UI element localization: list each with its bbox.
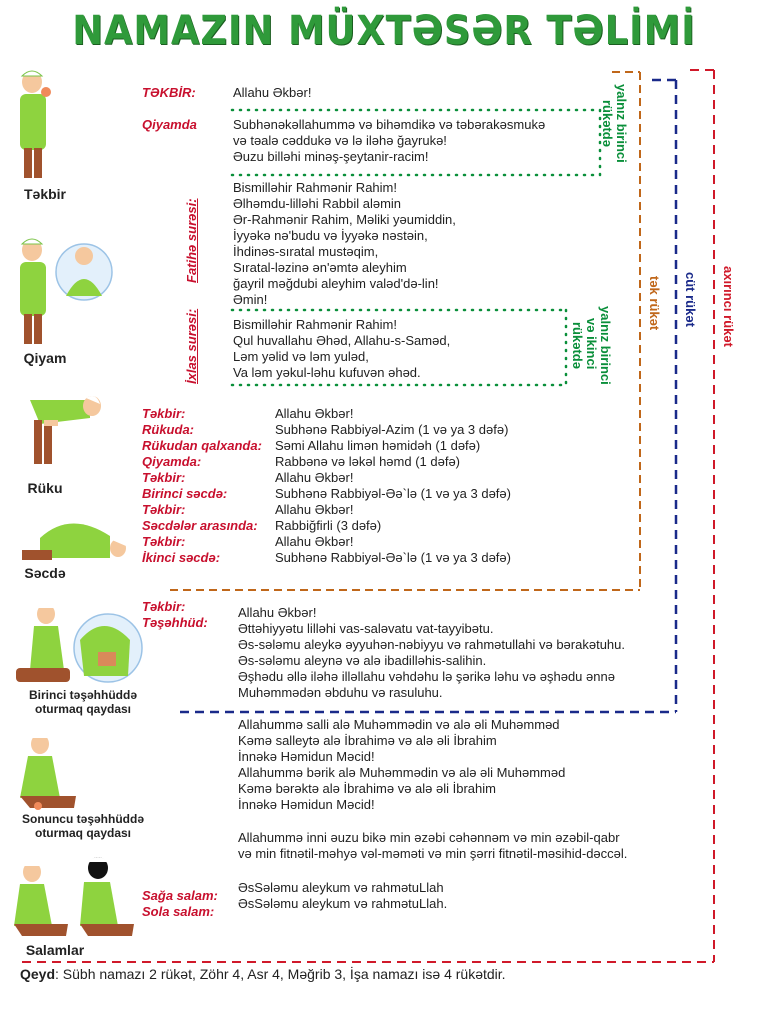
tekbir-label: TƏKBİR: <box>142 85 196 100</box>
qiyamda-label: Qiyamda <box>142 117 197 132</box>
ruku-row-text: Allahu Əkbər! <box>275 470 354 485</box>
caption-birinci-teshehhud <box>8 688 158 716</box>
fatihe-line: Sıratal-ləzinə ən'əmtə aleyhim <box>233 260 407 275</box>
ruku-row-text: Rabbənə və ləkəl həmd (1 dəfə) <box>275 454 461 469</box>
salavat-line: İnnəkə Həmidun Məcid! <box>238 797 375 812</box>
caption-sonuncu-line-1: Sonuncu təşəhhüddə <box>21 812 144 826</box>
side-label-birinci-ikinci <box>570 306 612 385</box>
ruku-row <box>142 550 602 566</box>
cut-rukat-label: cüt rükət <box>683 272 698 327</box>
tek-rukat-label: tək rükət <box>647 276 662 331</box>
teshehhud-text <box>238 605 625 701</box>
teshehhud-line: Əşhədu əllə iləhə illəllahu vəhdəhu lə şərikə ləhu və əşhədu ənnə <box>238 669 615 684</box>
teshehhud-line: Allahu Əkbər! <box>238 605 317 620</box>
fatihe-line: ğayril məğdubi aleyhim valəd'də-lin! <box>233 276 439 291</box>
teshehhud-tekbir-label: Təkbir: <box>142 599 186 614</box>
salavat-line: Kəmə salleytə alə İbrahimə və alə əli İbrahim <box>238 733 497 748</box>
qiyamda-line: və təalə cəddukə və lə iləhə ğayrukə! <box>233 133 447 148</box>
ixlas-line: Ləm yəlid və ləm yuləd, <box>233 349 369 364</box>
teshehhud-line: Muhəmmədən əbduhu və rasuluhu. <box>238 685 443 700</box>
ruku-row <box>142 454 602 470</box>
footnote-text: : Sübh namazı 2 rükət, Zöhr 4, Asr 4, Məğrib 3, İşa namazı isə 4 rükətdir. <box>55 966 506 982</box>
ruku-row <box>142 518 602 534</box>
ruku-row-text: Subhənə Rabbiyəl-Əə`lə (1 və ya 3 dəfə) <box>275 550 511 565</box>
ruku-row <box>142 406 602 422</box>
salavat-line: Allahummə bərik alə Muhəmmədin və alə əli Muhəmməd <box>238 765 566 780</box>
teshehhud-line: Əs-sələmu aleynə və alə ibadilləhis-salihin. <box>238 653 487 668</box>
teshehhud-label: Təşəhhüd: <box>142 615 208 630</box>
caption-secde: Səcdə <box>24 565 66 581</box>
fatihe-label: Fatihə surəsi: <box>184 198 199 283</box>
ruku-row-label: Rükuda: <box>142 422 194 437</box>
caption-birinci-line-2: oturmaq qaydası <box>34 702 132 716</box>
ixlas-line: Qul huvallahu Əhəd, Allahu-s-Saməd, <box>233 333 451 348</box>
ruku-row <box>142 438 602 454</box>
ruku-row-text: Allahu Əkbər! <box>275 502 354 517</box>
ruku-row-label: Təkbir: <box>142 534 186 549</box>
saga-salam-label: Sağa salam: <box>142 888 218 903</box>
fatihe-text <box>233 180 456 308</box>
ruku-row-label: İkinci səcdə: <box>142 550 221 565</box>
fatihe-line: Ər-Rahmənir Rahim, Məliki yəumiddin, <box>233 212 456 227</box>
ruku-row-text: Subhənə Rabbiyəl-Azim (1 və ya 3 dəfə) <box>275 422 509 437</box>
caption-ruku: Rüku <box>27 480 63 496</box>
axirinci-rukat-label: axırıncı rükət <box>721 266 736 347</box>
ruku-row-label: Səcdələr arasında: <box>142 518 258 533</box>
ruku-figure <box>30 396 101 464</box>
caption-birinci-line-1: Birinci təşəhhüddə <box>28 688 138 702</box>
ruku-row-label: Təkbir: <box>142 406 186 421</box>
ruku-row-text: Rabbiğfirli (3 dəfə) <box>275 518 382 533</box>
ruku-row <box>142 486 602 502</box>
footnote <box>20 966 506 982</box>
teshehhud-line: Əttəhiyyətu lilləhi vas-saləvatu vat-tayyibətu. <box>238 621 494 636</box>
ruku-row-label: Rükudan qalxanda: <box>142 438 262 453</box>
side-label-line: rükətdə <box>570 322 585 369</box>
fatihe-line: Bismilləhir Rahmənir Rahim! <box>233 180 397 195</box>
dua-line: və min fitnətil-məhyə vəl-məməti və min şərri fitnətil-məsihid-dəccəl. <box>238 846 628 861</box>
dua-line: Allahummə inni əuzu bikə min əzəbi cəhənnəm və min əzəbil-qabr <box>238 830 620 845</box>
sola-salam-text: ƏsSələmu aleykum və rahmətuLlah. <box>238 896 448 911</box>
tekbir-figure <box>20 71 51 178</box>
saga-salam-text: ƏsSələmu aleykum və rahmətuLlah <box>238 880 444 895</box>
ruku-rows <box>142 406 602 566</box>
caption-sonuncu-teshehhud <box>8 812 158 840</box>
page-title: NAMAZIN MÜXTƏSƏR TƏLİMİ <box>72 8 696 54</box>
ruku-row <box>142 502 602 518</box>
sonuncu-teshehhud-figure <box>20 733 76 810</box>
qiyam-figure <box>20 239 112 344</box>
qiyamda-line: Əuzu billəhi minəş-şeytanir-racim! <box>233 149 429 164</box>
ixlas-line: Va ləm yəkul-ləhu kufuvən əhəd. <box>233 365 421 380</box>
caption-salamlar: Salamlar <box>25 942 85 958</box>
fatihe-line: Əmin! <box>233 292 268 307</box>
teshehhud-line: Əs-sələmu aleykə əyyuhən-nəbiyyu və rahmətullahi və bərakətuhu. <box>238 637 625 652</box>
dua-text <box>238 830 627 862</box>
tekbir-text: Allahu Əkbər! <box>233 85 312 100</box>
ruku-row-label: Təkbir: <box>142 502 186 517</box>
side-label-line: və ikinci <box>584 318 599 370</box>
salamlar-figure <box>14 857 134 936</box>
side-label-line: yalnız birinci <box>598 306 613 385</box>
ruku-row-label: Qiyamda: <box>142 454 202 469</box>
caption-qiyam: Qiyam <box>23 350 67 366</box>
salavat-line: Kəmə bərəktə alə İbrahimə və alə əli İbrahim <box>238 781 496 796</box>
salavat-text <box>238 717 565 813</box>
salavat-line: İnnəkə Həmidun Məcid! <box>238 749 375 764</box>
ruku-row <box>142 470 602 486</box>
qiyamda-text <box>233 117 545 165</box>
ixlas-label: İxlas surəsi: <box>184 308 199 384</box>
side-label-birinci <box>600 84 628 163</box>
ruku-row-text: Səmi Allahu limən həmidəh (1 dəfə) <box>275 438 481 453</box>
fatihe-line: İhdinəs-sıratal mustəqim, <box>233 244 379 259</box>
ruku-row <box>142 534 602 550</box>
caption-sonuncu-line-2: oturmaq qaydası <box>34 826 132 840</box>
side-label-line: rükətdə <box>600 100 615 147</box>
ruku-row-text: Allahu Əkbər! <box>275 534 354 549</box>
ruku-row-label: Birinci səcdə: <box>142 486 228 501</box>
side-label-line: yalnız birinci <box>614 84 629 163</box>
ruku-row-text: Subhənə Rabbiyəl-Əə`lə (1 və ya 3 dəfə) <box>275 486 511 501</box>
fatihe-line: Əlhəmdu-lilləhi Rabbil aləmin <box>233 196 402 211</box>
qiyamda-line: Subhənəkəllahummə və bihəmdikə və təbərakəsmukə <box>233 117 546 132</box>
ixlas-text <box>233 317 450 381</box>
fatihe-line: İyyəkə nə'budu və İyyəkə nəstəin, <box>233 228 428 243</box>
birinci-teshehhud-figure <box>16 603 142 682</box>
ruku-row <box>142 422 602 438</box>
secde-figure <box>22 523 126 560</box>
salavat-line: Allahummə salli alə Muhəmmədin və alə əli Muhəmməd <box>238 717 560 732</box>
caption-tekbir: Təkbir <box>23 186 66 202</box>
footnote-label: Qeyd <box>20 966 56 982</box>
ruku-row-label: Təkbir: <box>142 470 186 485</box>
sola-salam-label: Sola salam: <box>142 904 215 919</box>
ruku-row-text: Allahu Əkbər! <box>275 406 354 421</box>
ixlas-line: Bismilləhir Rahmənir Rahim! <box>233 317 397 332</box>
